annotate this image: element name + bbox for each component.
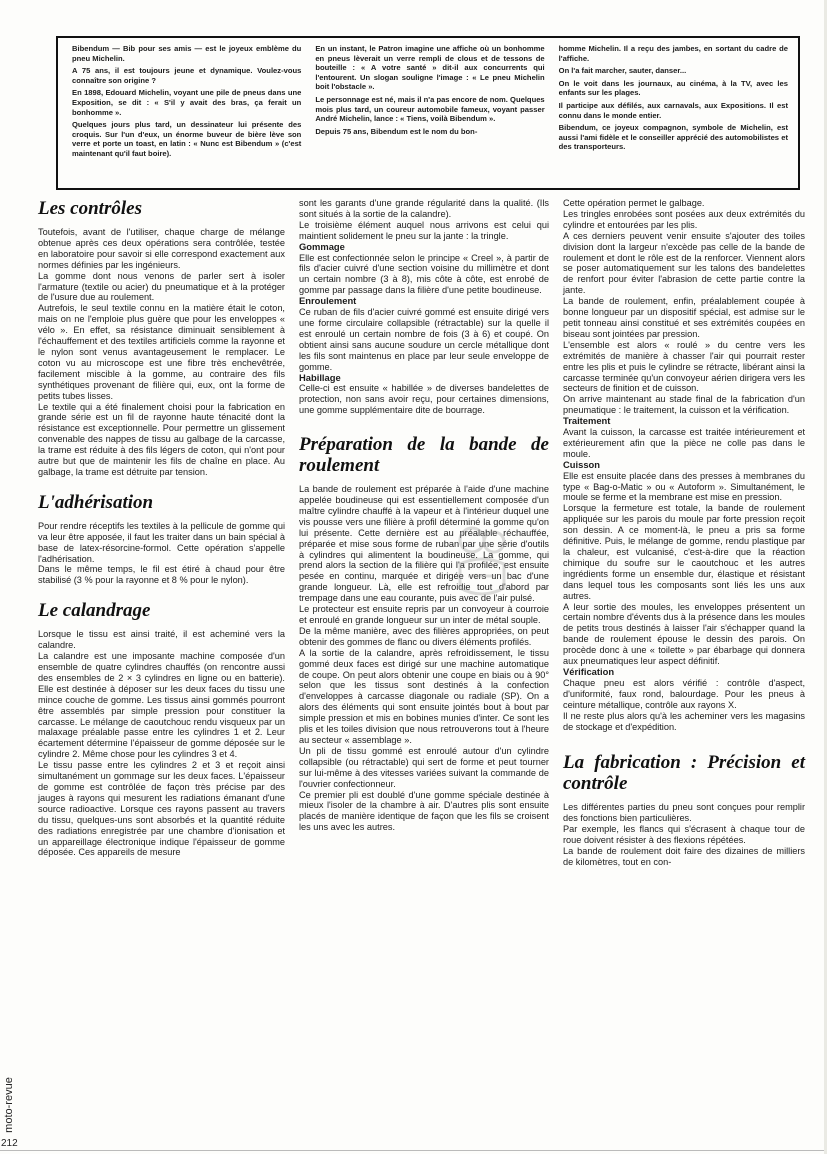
paragraph: Autrefois, le seul textile connu en la matière était le coton, mais on ne l'emploie plus guère que pour les enveloppes « vélo ». En effet, sa résistance diminuait sensiblement à l'échauffement et des textiles artificiels comme la rayonne et le nylon sont venus avantageusement le remplacer. Le coton vu au microscope est une fibre très enchevêtrée, facilement miscible à la gomme, au contraire des fils synthétiques provenant de filière qui, eux, ont la forme de petits tubes lisses. bbox=[38, 303, 285, 401]
subheading-enroulement: Enroulement bbox=[299, 295, 357, 307]
paragraph: Elle est ensuite placée dans des presses à membranes du type « Bag-o-Matic » ou « Autoform ». Simultanément, le moule se ferme et la membrane est mise en pression. bbox=[563, 470, 805, 503]
paragraph: De la même manière, avec des filières appropriées, on peut obtenir des gommes de flanc ou divers éléments profilés. bbox=[299, 625, 549, 647]
paragraph: La bande de roulement doit faire des dizaines de milliers de kilomètres, tout en con- bbox=[563, 846, 805, 867]
bottom-rule bbox=[0, 1150, 827, 1151]
box-paragraph: homme Michelin. Il a reçu des jambes, en sortant du cadre de l'affiche. bbox=[558, 44, 788, 63]
paragraph: Il ne reste plus alors qu'à les acheminer vers les magasins de stockage et d'expédition. bbox=[563, 710, 805, 732]
section-heading-adherisation: L'adhérisation bbox=[38, 491, 154, 513]
paragraph: A leur sortie des moules, les enveloppes présentent un certain nombre d'évents dus à la présence dans les moules de petits trous destinés à laisser l'air s'échapper quand la bande de roulement épouse le dessin des parois. On procède donc à une « toilette » par ébarbage qui donnera aux pneumatiques leur aspect définitif. bbox=[563, 601, 805, 667]
paragraph: Le textile qui a été finalement choisi pour la fabrication en grande série est un fil de rayonne haute ténacité dont la résistance est exceptionnelle. Pour permettre un glissement convenable des nappes de tissu au galbage de la carcasse, la trame est réduite à des fils légers de coton, qui n'ont pour autre but que de maintenir les fils de chaîne en place. Au galbage, la trame est détruite par tension. bbox=[38, 401, 285, 477]
spacer bbox=[38, 586, 285, 600]
watermark-logo-icon bbox=[446, 520, 518, 604]
box-paragraph: On le voit dans les journaux, au cinéma, à la TV, avec les enfants sur les plages. bbox=[558, 78, 788, 98]
paragraph: Dans le même temps, le fil est étiré à chaud pour être stabilisé (3 % pour la rayonne et 8 % pour le nylon). bbox=[38, 564, 285, 586]
paragraph: La bande de roulement est préparée à l'aide d'une machine appelée boudineuse qui est essentiellement composée d'un maître cylindre chauffé à la vapeur et à l'intérieur duquel une vis pousse vers une filière à profil déterminé la gomme qu'on lui présente. Cette dernière est au préalable réchauffée, préparée et mise sous forme de ruban par une série d'outils à cylindres qui alimentent la boudineuse. La gomme, qui prend alors la section de la filière qui l'a profilée, est ensuite pesée en continu, marquée et dirigée vers un bac d'une grande longueur. Là, elle est refroidie tout d'abord par trempage dans une eau courante, puis avec de l'air pulsé. bbox=[299, 484, 549, 604]
section-heading-preparation: Préparation de la bande de roulement bbox=[299, 434, 549, 477]
paragraph: Ce ruban de fils d'acier cuivré gommé est ensuite dirigé vers une forme circulaire collapsible (rétractable) sur la quelle il est enroulé un certain nombre de fois (3 à 6) et coupé. On obtient ainsi sans aucune soudure un cercle métallique dont les fils sont maintenus en place par leur seule enveloppe de gomme. bbox=[299, 307, 549, 372]
paragraph: Toutefois, avant de l'utiliser, chaque charge de mélange obtenue après ces deux opérations sera contrôlée, testée en laboratoire pour savoir si elle correspond exactement aux normes définies par les ingénieurs. bbox=[38, 227, 285, 270]
bibendum-info-box bbox=[56, 36, 800, 190]
paragraph: Elle est confectionnée selon le principe « Creel », à partir de fils d'acier cuivré d'une section voisine du millimètre et dont un certain nombre (3 à 8), mis côte à côte, est enrobé de gomme par passage dans la filière d'une petite boudineuse. bbox=[299, 252, 549, 296]
paragraph: Cette opération permet le galbage. bbox=[563, 198, 705, 208]
box-paragraph: A 75 ans, il est toujours jeune et dynamique. Voulez-vous connaître son origine ? bbox=[72, 66, 302, 85]
box-column-1 bbox=[72, 44, 301, 184]
box-paragraph: Il participe aux défilés, aux carnavals, aux Expositions. Il est connu dans le monde entier. bbox=[558, 100, 788, 120]
paragraph: La gomme dont nous venons de parler sert à isoler l'armature (textile ou acier) du pneumatique et à la protéger de l'usure due au roulement. bbox=[38, 270, 285, 303]
paragraph: A ces derniers peuvent venir ensuite s'ajouter des toiles division dont la largeur n'excède pas celle de la bande de roulement et dont le rôle est de la renforcer. Viennent alors se poser automatiquement sur les talons des bandelettes de renfort pour éviter l'abrasion de cette partie contre la jante. bbox=[563, 230, 805, 296]
paragraph: Le troisième élément auquel nous arrivons est celui qui maintient solidement le pneu sur la jante : la tringle. bbox=[299, 219, 549, 241]
section-heading-controles: Les contrôles bbox=[38, 198, 142, 219]
spacer bbox=[299, 416, 549, 434]
box-paragraph: En 1898, Edouard Michelin, voyant une pile de pneus dans une Exposition, se dit : « S'il y avait des bras, ça ferait un bonhomme ». bbox=[72, 88, 302, 117]
paragraph: Ce premier pli est doublé d'une gomme spéciale destinée à mieux l'isoler de la chambre à air. D'autres plis sont ensuite placés de manière identique de façon que les fils se croisent les uns avec les autres. bbox=[299, 789, 549, 833]
spacer bbox=[563, 732, 805, 752]
subheading-gommage: Gommage bbox=[299, 240, 345, 252]
subheading-verification: Vérification bbox=[563, 665, 615, 677]
paragraph: A la sortie de la calandre, après refroidissement, le tissu gommé deux faces est dirigé sur une machine automatique de coupe. On peut alors obtenir une coupe en biais ou à 90° selon que les tissus sont destinés à la confection d'enveloppes à carcasse diagonale ou radiale (SP). On a alors des éléments qui sont ensuite jointés bout à bout par simple pression et mis en bobines munies d'inter. Ce sont les plis et les toiles division que nous retrouverons tout à l'heure au secteur « assemblage ». bbox=[299, 647, 549, 745]
magazine-name-margin bbox=[2, 1060, 16, 1150]
paragraph: Un pli de tissu gommé est enroulé autour d'un cylindre collapsible (ou rétractable) qui sert de forme et peut tourner sur lui-même à des vitesses variées suivant la commande de l'ouvrier confectionneur. bbox=[299, 745, 549, 789]
box-paragraph: Bibendum, ce joyeux compagnon, symbole de Michelin, est aussi l'ami fidèle et le conseiller apprécié des automobilistes et des transporteurs. bbox=[558, 123, 788, 152]
spacer bbox=[38, 478, 285, 492]
paragraph: Avant la cuisson, la carcasse est traitée intérieurement et extérieurement afin que la pièce ne colle pas dans le moule. bbox=[563, 427, 805, 459]
box-paragraph: Bibendum — Bib pour ses amis — est le joyeux emblème du pneu Michelin. bbox=[72, 44, 302, 63]
page-number: 212 bbox=[1, 1138, 18, 1149]
paragraph: sont les garants d'une grande régularité dans la qualité. (Ils sont situés à la sortie de la calandre). bbox=[299, 198, 549, 219]
box-paragraph: En un instant, le Patron imagine une affiche où un bonhomme en pneus lèverait un verre rempli de clous et de tessons de bouteille : « A votre santé » dit-il aux concurrents qui l'entourent. Un slogan souligne l'image : « Le pneu Michelin boit l'obstacle ». bbox=[315, 44, 545, 92]
box-paragraph: Le personnage est né, mais il n'a pas encore de nom. Quelques mois plus tard, un coureur automobile fameux, voyant passer André Michelin, lance : « Tiens, voilà Bibendum ». bbox=[315, 94, 545, 124]
box-paragraph: On l'a fait marcher, sauter, danser... bbox=[558, 66, 687, 76]
paragraph: Lorsque le tissu est ainsi traité, il est acheminé vers la calandre. bbox=[38, 629, 285, 651]
section-heading-calandrage: Le calandrage bbox=[38, 600, 151, 622]
subheading-traitement: Traitement bbox=[563, 415, 611, 427]
paragraph: Les tringles enrobées sont posées aux deux extrémités du cylindre et entourées par les plis. bbox=[563, 208, 805, 230]
paragraph: Par exemple, les flancs qui s'écrasent à chaque tour de roue doivent résister à des flexions répétées. bbox=[563, 824, 805, 846]
paragraph: Chaque pneu est alors vérifié : contrôle d'aspect, d'uniformité, faux rond, balourdage. Pour les pneus à ceinture métallique, contrôle aux rayons X. bbox=[563, 677, 805, 710]
subheading-cuisson: Cuisson bbox=[563, 458, 600, 470]
box-paragraph: Quelques jours plus tard, un dessinateur lui présente des croquis. Sur l'un d'eux, un énorme buveur de bière lève son verre et porte un toast, en latin : « Nunc est Bibendum » (c'est maintenant qu'il faut boire). bbox=[72, 120, 302, 158]
box-column-2 bbox=[315, 44, 544, 184]
subheading-habillage: Habillage bbox=[299, 371, 341, 383]
paragraph: Le tissu passe entre les cylindres 2 et 3 et reçoit ainsi simultanément un gommage sur les deux faces. L'épaisseur de gomme est contrôlée de façon très précise par des jauges à rayons qui mesurent les radiations émanant d'une source radioactive. Lorsque ces rayons passent au travers du tissu, quelques-uns sont absorbés et la quantité réduite des radiations enregistrée par une chambre d'ionisation et un appareillage électronique indique l'épaisseur de gomme déposée. Ces appareils de mesure bbox=[38, 760, 285, 858]
paragraph: La bande de roulement, enfin, préalablement coupée à bonne longueur par un dispositif spécial, est admise sur le petit tonneau ainsi constitué et ses extrémités coupées en biseau sont jointées par pression. bbox=[563, 296, 805, 339]
magazine-name: moto-revue bbox=[3, 1077, 15, 1133]
article-column-3 bbox=[563, 198, 805, 868]
paragraph: Celle-ci est ensuite « habillée » de diverses bandelettes de protection, non sans avoir reçu, pour certaines dimensions, une gomme supplémentaire dite de bourrage. bbox=[299, 383, 549, 416]
paragraph: Lorsque la fermeture est totale, la bande de roulement appliquée sur les parois du moule par forte pression reçoit son dessin. A ce moment-là, le pneu a pris sa forme définitive. Puis, le mélange de gomme, rendu plastique par la chaleur, est vulcanisé, c'est-à-dire que la réaction chimique du soufre sur le caoutchouc et les autres ingrédients forme un ensemble dur, élastique et résistant dans lequel tous les composants sont liés les uns aux autres. bbox=[563, 503, 805, 601]
paragraph: On arrive maintenant au stade final de la fabrication d'un pneumatique : le traitement, la cuisson et la vérification. bbox=[563, 394, 805, 416]
section-heading-fabrication: La fabrication : Précision et contrôle bbox=[563, 752, 805, 795]
paragraph: Pour rendre réceptifs les textiles à la pellicule de gomme qui va leur être apposée, il faut les traiter dans un bain spécial à base de latex-résorcine-formol. Cette opération s'appelle l'adhérisation. bbox=[38, 520, 285, 564]
paragraph: L'ensemble est alors « roulé » du centre vers les extrémités de manière à chasser l'air qui pourrait rester entre les plis et puis le cylindre se rétracte, libérant ainsi la carcasse terminée qu'un convoyeur aérien dirigera vers les secteurs de finition et de cuisson. bbox=[563, 339, 805, 394]
article-column-2 bbox=[299, 198, 549, 833]
paragraph: La calandre est une imposante machine composée d'un ensemble de quatre cylindres chauffés (on rencontre aussi des ensembles de 2 × 3 cylindres en ligne ou en batterie). Elle est destinée à déposer sur les deux faces du tissu une mince couche de gomme. Les tissus ainsi gommés pourront être assemblés par simple pression pour constituer la carcasse. Le mélange de caoutchouc rendu visqueux par un malaxage préalable passe entre les cylindres 1 et 2. Leur écartement détermine l'épaisseur de gomme déposée sur le cylindre 2. Même chose pour les cylindres 3 et 4. bbox=[38, 651, 285, 760]
box-paragraph: Depuis 75 ans, Bibendum est le nom du bon- bbox=[315, 126, 478, 136]
box-column-3 bbox=[559, 44, 788, 184]
paragraph: Les différentes parties du pneu sont conçues pour remplir des fonctions bien particulières. bbox=[563, 802, 805, 824]
article-column-1 bbox=[38, 198, 285, 858]
paragraph: Le protecteur est ensuite repris par un convoyeur à courroie et enroulé en grande longueur sur un inter de métal souple. bbox=[299, 604, 549, 625]
